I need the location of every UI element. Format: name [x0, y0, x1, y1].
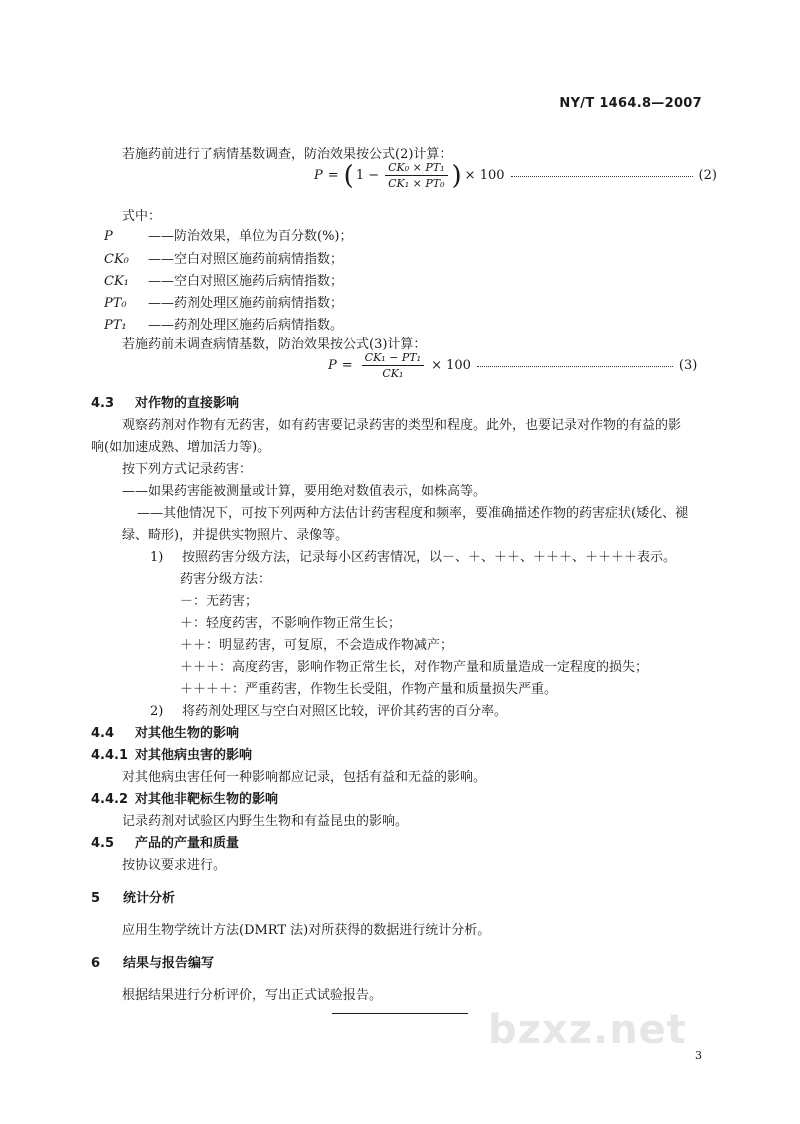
definition-text: ——空白对照区施药后病情指数；	[148, 274, 344, 289]
eq2-tag: (2)	[698, 168, 717, 183]
eq3-equals: =	[341, 358, 353, 373]
definition-text: ——药剂处理区施药后病情指数。	[148, 318, 344, 333]
grading-level: ＋：轻度药害，不影响作物正常生长；	[180, 616, 402, 631]
eq2-leader-dots	[511, 175, 693, 177]
bullet-continuation: 绿、畸形)，并提供实物照片、录像等。	[122, 528, 349, 543]
grading-title: 药害分级方法：	[180, 572, 272, 587]
section-title: 对其他非靶标生物的影响	[135, 792, 279, 807]
eq2-left-paren: (	[343, 160, 354, 191]
eq2-right-paren: )	[451, 160, 462, 191]
section-number: 4.4.2	[91, 792, 129, 807]
eq2-fraction	[385, 161, 447, 190]
bullet-item: ——其他情况下，可按下列两种方法估计药害程度和频率，要准确描述作物的药害症状(矮化、褪	[137, 506, 689, 521]
section-5-heading	[91, 887, 175, 906]
equation-2	[314, 161, 717, 190]
eq3-denominator: CK₁	[382, 367, 404, 380]
definition-symbol: PT₁	[104, 318, 127, 333]
paragraph-line: 按协议要求进行。	[122, 858, 227, 873]
paragraph-line: 应用生物学统计方法(DMRT 法)对所获得的数据进行统计分析。	[122, 923, 491, 938]
grading-level: ＋＋＋：高度药害，影响作物正常生长，对作物产量和质量造成一定程度的损失；	[180, 660, 649, 675]
eq2-equals: =	[327, 168, 339, 183]
definition-text: ——空白对照区施药前病情指数；	[148, 252, 344, 267]
definition-text: ——防治效果，单位为百分数(%)；	[148, 229, 353, 244]
eq3-leader-dots	[477, 365, 673, 367]
standard-number: NY/T 1464.8—2007	[559, 96, 702, 111]
section-4-4-heading	[91, 722, 239, 741]
section-4-5-heading	[91, 832, 239, 851]
item-number: 2)	[150, 704, 164, 719]
paragraph-line: 记录药剂对试验区内野生生物和有益昆虫的影响。	[122, 814, 409, 829]
section-title: 产品的产量和质量	[135, 836, 240, 851]
definition-symbol: CK₀	[104, 252, 129, 267]
eq2-lhs: P	[314, 168, 323, 183]
eq2-one-minus: 1 −	[355, 168, 380, 183]
section-title: 对其他病虫害的影响	[135, 748, 253, 763]
section-6-heading	[91, 952, 214, 971]
section-title: 对其他生物的影响	[135, 726, 240, 741]
section-number: 4.5	[91, 836, 115, 851]
numbered-item-1	[150, 546, 676, 565]
paragraph-line: 响(如加速成熟、增加活力等)。	[91, 440, 271, 455]
section-4-4-2-heading	[91, 788, 278, 807]
grading-level: ＋＋：明显药害，可复原，不会造成作物减产；	[180, 638, 454, 653]
grading-level: －：无药害；	[180, 594, 259, 609]
definition-row	[104, 225, 353, 244]
eq3-lhs: P	[328, 358, 337, 373]
bullet-item: ——如果药害能被测量或计算，要用绝对数值表示，如株高等。	[122, 484, 487, 499]
eq3-numerator: CK₁ − PT₁	[362, 351, 424, 366]
definition-symbol: PT₀	[104, 296, 127, 311]
eq3-tag: (3)	[678, 358, 698, 373]
section-number: 4.4.1	[91, 748, 129, 763]
eq2-denominator: CK₁ × PT₀	[388, 177, 445, 190]
section-number: 6	[91, 956, 101, 971]
definition-text: ——药剂处理区施药前病情指数；	[148, 296, 344, 311]
watermark: bzxz.net	[488, 1007, 687, 1053]
eq3-times-100: × 100	[431, 358, 471, 373]
item-text: 将药剂处理区与空白对照区比较，评价其药害的百分率。	[182, 704, 508, 719]
section-title: 结果与报告编写	[123, 956, 215, 971]
item-number: 1)	[150, 550, 164, 565]
eq3-fraction	[362, 351, 424, 380]
section-number: 4.3	[91, 396, 115, 411]
section-number: 5	[91, 891, 101, 906]
eq3-intro: 若施药前未调查病情基数，防治效果按公式(3)计算：	[122, 337, 427, 352]
section-title: 统计分析	[123, 891, 176, 906]
section-4-4-1-heading	[91, 744, 252, 763]
page-number: 3	[695, 1049, 702, 1062]
section-4-3-heading	[91, 392, 239, 411]
definition-row	[104, 248, 343, 267]
definition-symbol: CK₁	[104, 274, 129, 289]
end-rule	[332, 1013, 468, 1014]
definition-symbol: P	[104, 229, 113, 244]
item-text: 按照药害分级方法，记录每小区药害情况，以－、＋、＋＋、＋＋＋、＋＋＋＋表示。	[182, 550, 677, 565]
equation-3	[328, 351, 697, 380]
paragraph-line: 对其他病虫害任何一种影响都应记录，包括有益和无益的影响。	[122, 770, 487, 785]
section-number: 4.4	[91, 726, 115, 741]
eq2-numerator: CK₀ × PT₁	[385, 161, 447, 176]
eq2-intro: 若施药前进行了病情基数调查，防治效果按公式(2)计算：	[122, 147, 453, 162]
definition-row	[104, 314, 343, 333]
section-title: 对作物的直接影响	[135, 396, 240, 411]
paragraph-line: 观察药剂对作物有无药害，如有药害要记录药害的类型和程度。此外，也要记录对作物的有益的影	[122, 418, 682, 433]
definition-row	[104, 292, 343, 311]
where-label: 式中：	[122, 209, 162, 224]
numbered-item-2	[150, 700, 507, 719]
paragraph-line: 根据结果进行分析评价，写出正式试验报告。	[122, 988, 383, 1003]
paragraph-line: 按下列方式记录药害：	[122, 462, 253, 477]
definition-row	[104, 270, 343, 289]
grading-level: ＋＋＋＋：严重药害，作物生长受阻，作物产量和质量损失严重。	[180, 682, 558, 697]
eq2-times-100: × 100	[464, 168, 505, 183]
